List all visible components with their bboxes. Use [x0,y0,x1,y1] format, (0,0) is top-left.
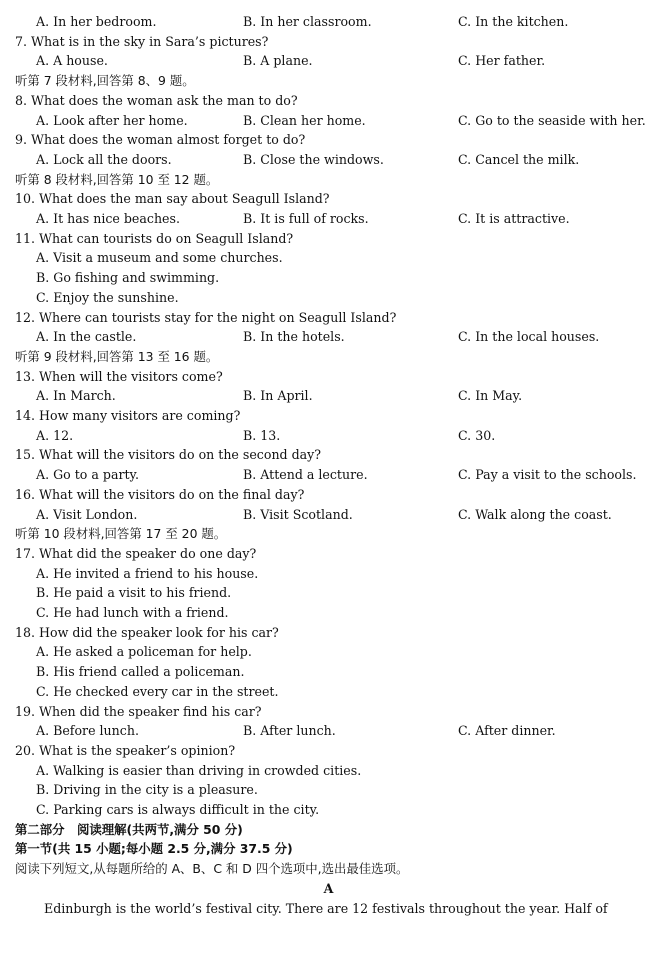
option-a: A. Visit London. [36,506,138,522]
question-text: 10. What does the man say about Seagull Island? [15,191,330,207]
question-8 [0,91,657,111]
option-b: B. He paid a visit to his friend. [36,585,232,601]
section-instruction [0,524,657,544]
section-instruction [0,170,657,190]
option-c: C. In May. [458,388,523,404]
question-text: 11. What can tourists do on Seagull Island? [15,230,294,246]
option-b: B. In April. [243,388,313,404]
part-heading [0,839,657,859]
options-row [0,51,657,71]
option-line [0,682,657,702]
option-a: A. Visit a museum and some churches. [36,250,283,266]
question-text: 7. What is in the sky in Sara’s pictures? [15,33,269,49]
section-text: 听第 8 段材料,回答第 10 至 12 题。 [15,171,219,187]
option-b: B. Go fishing and swimming. [36,270,220,286]
option-b: B. In her classroom. [243,14,372,29]
option-a: A. He asked a policeman for help. [36,644,252,660]
option-c: C. In the kitchen. [458,14,569,29]
question-text: 19. When did the speaker find his car? [15,703,262,719]
options-row [0,721,657,741]
question-text: 20. What is the speaker’s opinion? [15,742,236,758]
option-b: B. Clean her home. [243,112,366,128]
question-text: 8. What does the woman ask the man to do? [15,92,298,108]
question-text: 12. Where can tourists stay for the night on Seagull Island? [15,309,397,325]
options-row [0,209,657,229]
option-a: A. Walking is easier than driving in crowded cities. [36,762,362,778]
option-c: C. He had lunch with a friend. [36,605,229,620]
option-b: B. Close the windows. [243,151,384,167]
option-b: B. It is full of rocks. [243,211,369,226]
options-row [0,465,657,485]
section-instruction [0,859,657,879]
part-heading [0,820,657,840]
option-a: A. He invited a friend to his house. [36,565,259,581]
section-text: 听第 9 段材料,回答第 13 至 16 题。 [15,348,219,364]
option-b: B. Visit Scotland. [243,506,353,522]
option-b: B. A plane. [243,53,313,69]
option-a: A. In the castle. [36,329,137,345]
option-a: A. Lock all the doors. [36,151,172,167]
option-line [0,583,657,603]
question-19 [0,702,657,722]
option-c: C. After dinner. [458,723,556,739]
option-line [0,564,657,584]
option-b: B. After lunch. [243,723,336,739]
option-b: B. Attend a lecture. [243,467,368,483]
question-20 [0,741,657,761]
question-text: 17. What did the speaker do one day? [15,545,257,561]
option-a: A. It has nice beaches. [36,211,180,226]
passage-paragraph [0,899,657,919]
option-c: C. Pay a visit to the schools. [458,467,637,483]
option-c: C. Parking cars is always difficult in the city. [36,802,320,817]
option-c: C. Her father. [458,53,546,69]
question-text: 16. What will the visitors do on the final day? [15,486,305,502]
question-text: 14. How many visitors are coming? [15,408,241,423]
option-line [0,248,657,268]
paragraph-text: Edinburgh is the world’s festival city. There are 12 festivals throughout the year. Half of [44,900,608,916]
option-line [0,603,657,623]
option-line [0,761,657,781]
option-c: C. 30. [458,427,496,443]
options-row [0,111,657,131]
section-instruction [0,71,657,91]
option-a: A. Look after her home. [36,112,188,128]
options-row [0,150,657,170]
option-c: C. Walk along the coast. [458,506,612,522]
section-one-title: 第一节(共 15 小题;每小题 2.5 分,满分 37.5 分) [15,841,293,857]
question-10 [0,189,657,209]
options-row [0,327,657,347]
section-instruction [0,347,657,367]
option-line [0,780,657,800]
question-text: 15. What will the visitors do on the second day? [15,447,322,463]
option-c: C. He checked every car in the street. [36,683,279,699]
option-line [0,662,657,682]
section-text: 听第 7 段材料,回答第 8、9 题。 [15,73,195,89]
passage-heading [0,879,657,899]
part-two-title: 第二部分 阅读理解(共两节,满分 50 分) [15,821,243,837]
option-c: C. In the local houses. [458,329,600,345]
passage-letter: A [323,880,334,896]
question-11 [0,229,657,249]
option-a: A. 12. [36,427,74,443]
reading-instruction: 阅读下列短文,从每题所给的 A、B、C 和 D 四个选项中,选出最佳选项。 [15,861,409,877]
question-9 [0,130,657,150]
option-line [0,288,657,308]
options-row [0,12,657,32]
option-b: B. His friend called a policeman. [36,664,245,680]
options-row [0,386,657,406]
question-text: 9. What does the woman almost forget to do? [15,132,306,148]
section-text: 听第 10 段材料,回答第 17 至 20 题。 [15,526,227,542]
option-c: C. It is attractive. [458,211,570,226]
option-b: B. 13. [243,427,281,443]
question-17 [0,544,657,564]
question-15 [0,445,657,465]
option-c: C. Cancel the milk. [458,151,580,167]
option-c: C. Go to the seaside with her. [458,112,646,128]
option-line [0,800,657,820]
options-row [0,426,657,446]
option-a: A. Before lunch. [36,723,139,739]
question-7 [0,32,657,52]
question-13 [0,367,657,387]
question-14 [0,406,657,426]
option-a: A. Go to a party. [36,467,139,483]
option-a: A. A house. [36,53,108,69]
question-12 [0,308,657,328]
options-row [0,505,657,525]
option-line [0,268,657,288]
option-a: A. In her bedroom. [36,14,157,29]
option-b: B. In the hotels. [243,329,345,345]
question-text: 13. When will the visitors come? [15,368,223,384]
option-a: A. In March. [36,388,116,404]
question-18 [0,623,657,643]
option-b: B. Driving in the city is a pleasure. [36,782,258,798]
option-c: C. Enjoy the sunshine. [36,289,179,305]
question-text: 18. How did the speaker look for his car? [15,624,279,640]
question-16 [0,485,657,505]
option-line [0,642,657,662]
